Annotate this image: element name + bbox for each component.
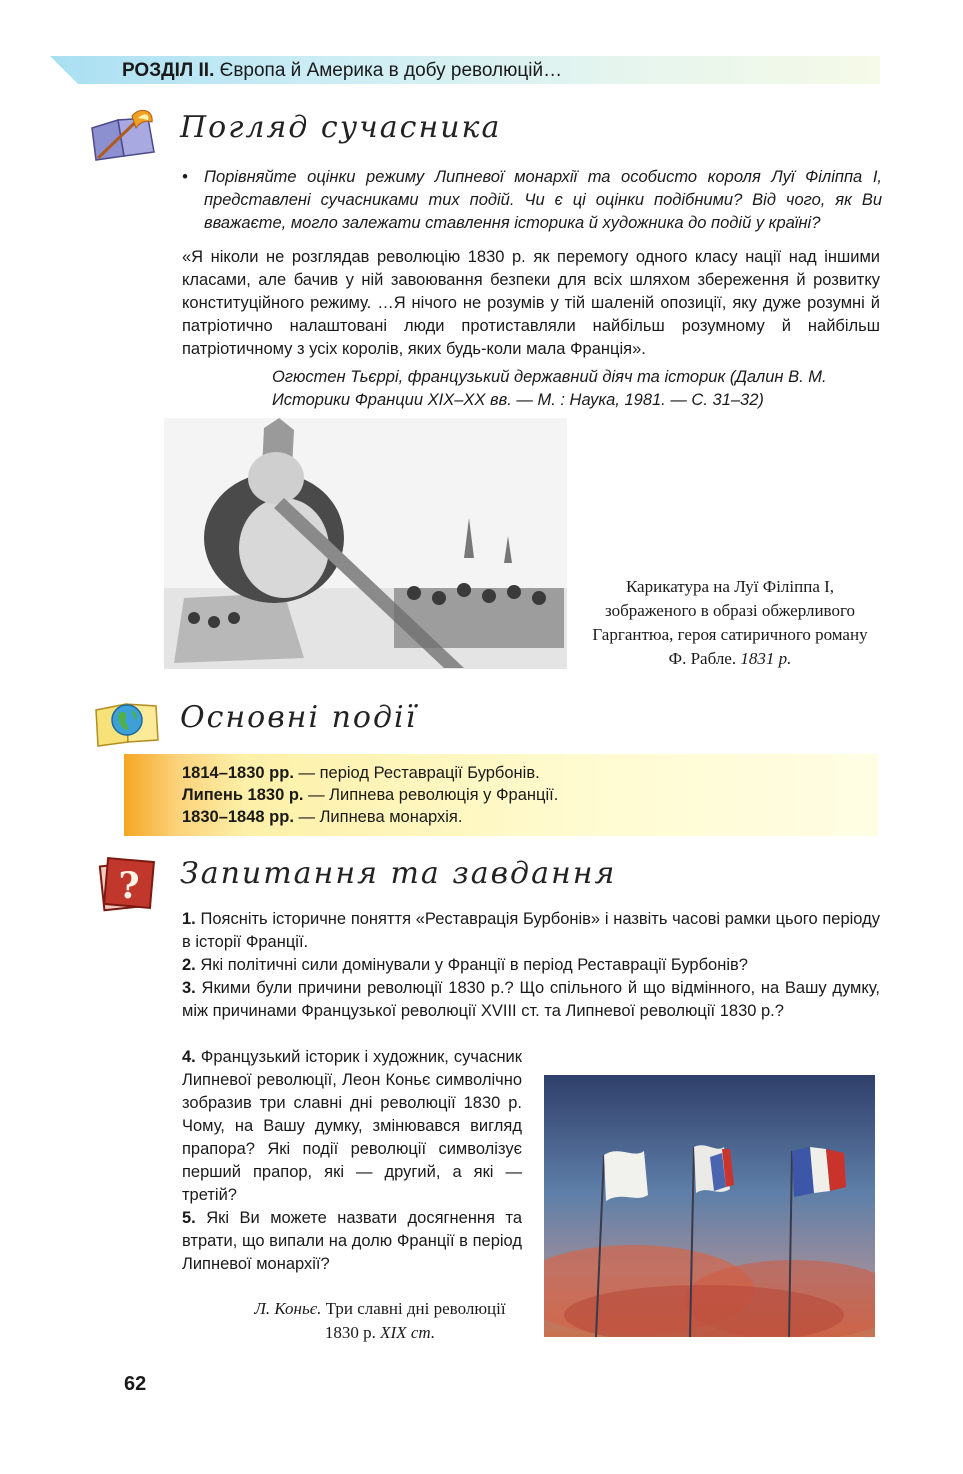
painting-caption-date: XIX ст. xyxy=(380,1323,436,1342)
painting-caption-title: Три славні дні революції 1830 р. xyxy=(321,1299,506,1342)
list-item xyxy=(182,784,558,806)
question-number: 2. xyxy=(182,956,196,974)
caricature-caption-text: Карикатура на Луї Філіппа І, зображеного в образі обжерливого Гаргантюа, героя сатиричного роману Ф. Рабле. xyxy=(592,577,868,668)
running-header xyxy=(122,60,562,82)
question-text: Якими були причини революції 1830 р.? Що спільного й що відмінного, на Вашу думку, між причинами Французької революції XVIII ст. та Липневої революції 1830 р.? xyxy=(182,979,880,1020)
questions-list-top xyxy=(182,908,880,1023)
book-quill-icon xyxy=(88,108,160,164)
list-item xyxy=(182,806,558,828)
question-text: Поясніть історичне поняття «Реставрація Бурбонів» і назвіть часові рамки цього періоду в історії Франції. xyxy=(182,910,880,951)
list-item xyxy=(182,1046,522,1207)
events-list xyxy=(182,762,558,828)
list-item xyxy=(182,954,880,977)
three-flags-painting xyxy=(544,1075,875,1337)
question-text: Які Ви можете назвати досягнення та втрати, що випали на долю Франції в період Липневої монархії? xyxy=(182,1209,522,1273)
question-number: 1. xyxy=(182,910,196,928)
list-item xyxy=(182,762,558,784)
caricature-caption-date: 1831 р. xyxy=(740,649,792,668)
question-text: Французький історик і художник, сучасник Липневої революції, Леон Коньє символічно зобразив три славні дні революції 1830 р. Чому, на Вашу думку, змінювався вигляд прапора? Які події революції символізує перший прапор, які — другий, а які — третій? xyxy=(182,1048,522,1204)
painting-caption-author: Л. Коньє. xyxy=(254,1299,322,1318)
bullet-icon: • xyxy=(182,168,188,186)
comparison-task-text: Порівняйте оцінки режиму Липневої монархії та особисто короля Луї Філіппа І, представлені сучасниками тих подій. Чи є ці оцінки подібними? Від чого, як Ви вважаєте, могло залежати ставлення історика й художника до подій у країні? xyxy=(204,168,882,232)
comparison-task xyxy=(182,166,882,235)
question-number: 3. xyxy=(182,979,196,997)
questions-title: Запитання та завдання xyxy=(180,856,617,891)
list-item xyxy=(182,977,880,1023)
questions-list-left xyxy=(182,1046,522,1276)
question-number: 4. xyxy=(182,1048,196,1066)
event-text: — період Реставрації Бурбонів. xyxy=(293,764,540,782)
event-text: — Липнева революція у Франції. xyxy=(303,786,559,804)
contemporary-view-title: Погляд сучасника xyxy=(180,110,502,145)
event-text: — Липнева монархія. xyxy=(293,808,463,826)
section-label: РОЗДІЛ ІІ. xyxy=(122,60,215,81)
painting-caption xyxy=(250,1297,510,1345)
event-date: Липень 1830 р. xyxy=(182,786,304,804)
caricature-caption xyxy=(585,575,875,671)
svg-text:?: ? xyxy=(118,865,140,907)
page-number: 62 xyxy=(124,1373,147,1395)
quote-source: Огюстен Тьєррі, французький державний діяч та історик (Далин В. М. Историки Франции XIX–XX вв. — М. : Наука, 1981. — С. 31–32) xyxy=(272,368,827,409)
caricature-image xyxy=(164,418,567,669)
list-item xyxy=(182,908,880,954)
thierry-quote: «Я ніколи не розглядав революцію 1830 р. як перемогу одного класу нації над іншими класами, але бачив у ній завоювання безпеки для всіх шляхом збереження й розвитку конституційного режиму. …Я нічого не розумів у тій шаленій опозиції, яку дуже розумні й патріотично налаштовані люди протиставляли найбільш розумному й найбільш патріотичному з усіх королів, яких будь-коли мала Франція». xyxy=(182,248,880,358)
question-number: 5. xyxy=(182,1209,196,1227)
main-events-title: Основні події xyxy=(180,700,418,735)
question-text: Які політичні сили домінували у Франції в період Реставрації Бурбонів? xyxy=(195,956,748,974)
list-item xyxy=(182,1207,522,1276)
section-title: Європа й Америка в добу революцій… xyxy=(219,60,563,81)
event-date: 1830–1848 рр. xyxy=(182,808,294,826)
globe-book-icon xyxy=(92,696,162,748)
question-mark-icon xyxy=(98,856,156,914)
event-date: 1814–1830 рр. xyxy=(182,764,294,782)
